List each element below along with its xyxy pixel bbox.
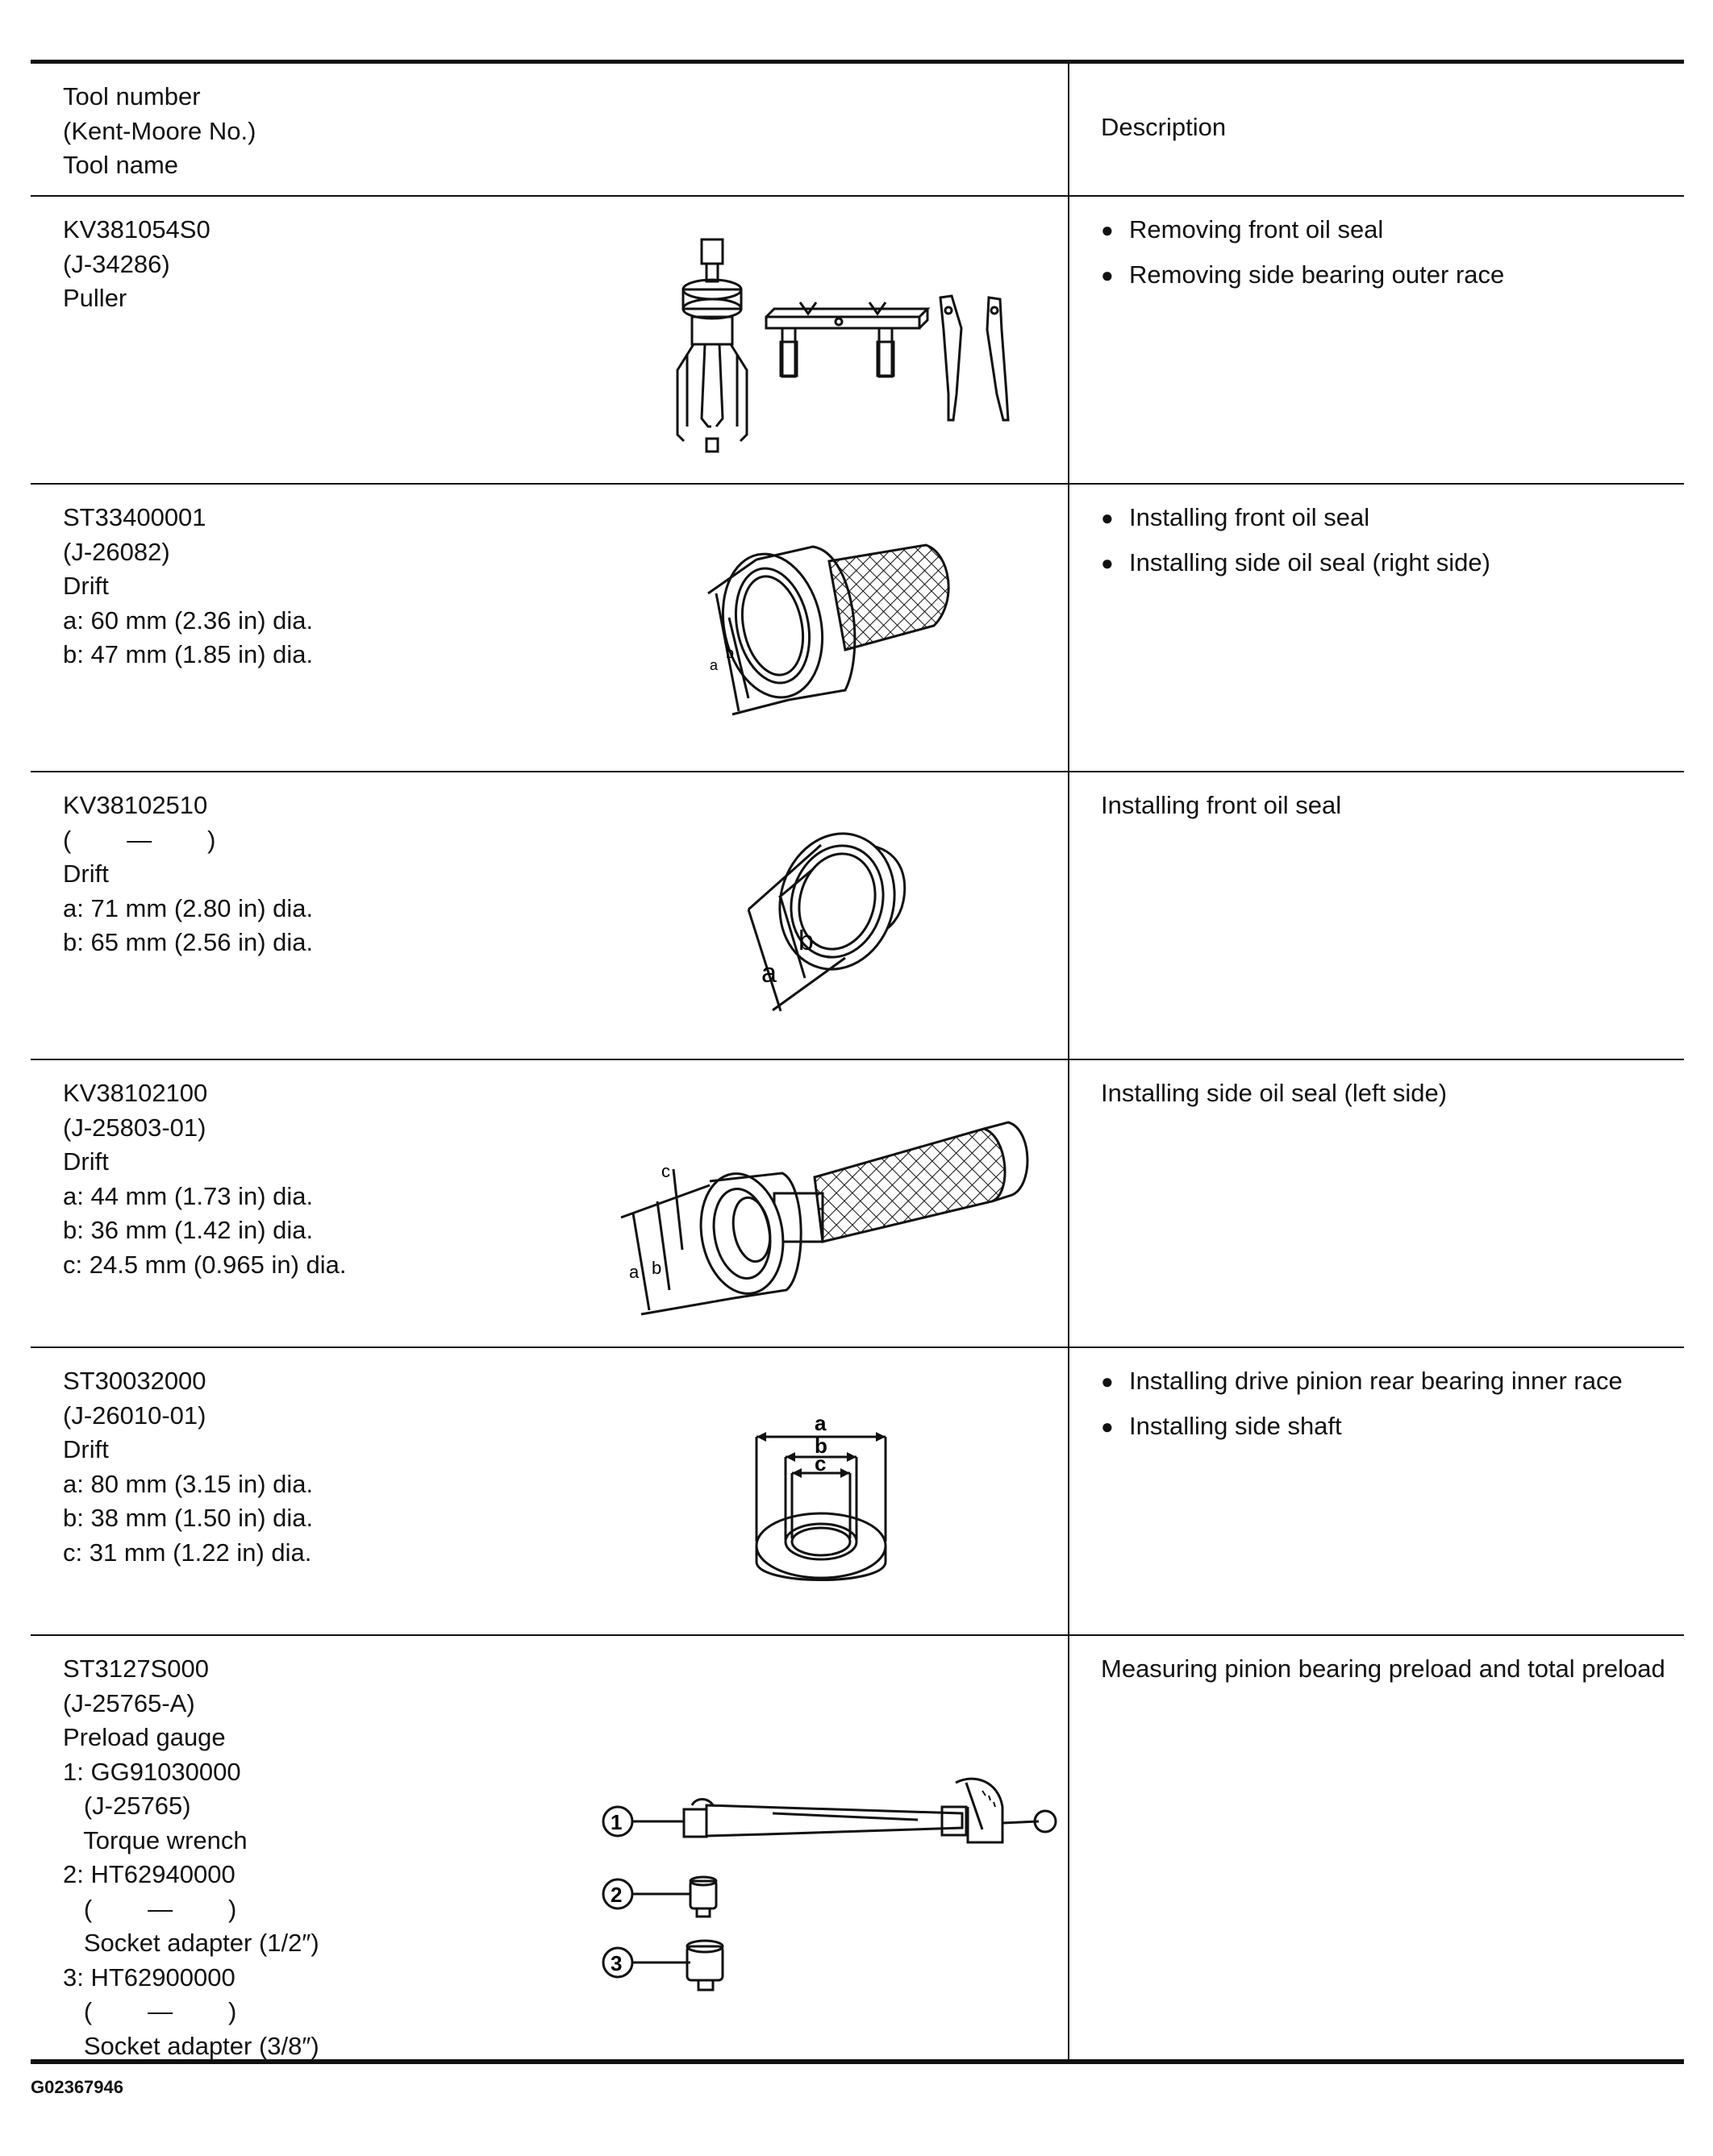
text-line: 1: GG91030000 [63,1757,241,1786]
drift-illustration [605,1105,1048,1338]
text-line: (J-26010-01) [63,1401,206,1430]
description-line: Installing side oil seal (right side) [1129,547,1490,576]
description-cell [1069,485,1684,771]
text-line: ( — ) [63,825,216,854]
text-line: (Kent-Moore No.) [63,116,256,145]
tool-cell [31,197,1069,483]
header-tool-text [63,80,256,183]
description-bullet [1101,1409,1665,1444]
description-line: Installing front oil seal [1129,503,1370,531]
table-row [31,1060,1684,1348]
description-text [1101,1364,1665,1454]
description-line: Installing drive pinion rear bearing inner race [1129,1367,1623,1395]
description-text [1101,1652,1665,1687]
text-line: ( — ) [63,1997,237,2025]
text-line: a: 80 mm (3.15 in) dia. [63,1469,314,1498]
description-line: Installing side oil seal (left side) [1101,1079,1448,1107]
text-line: 2: HT62940000 [63,1860,235,1888]
text-line: ST33400001 [63,503,206,531]
text-line: 3: HT62900000 [63,1962,235,1992]
text-line: Tool number [63,82,201,110]
text-line: ST30032000 [63,1367,206,1395]
table-row [31,485,1684,772]
text-line: Drift [63,859,109,888]
dimension-label-c: c [815,1451,827,1475]
preload-gauge-illustration [595,1733,1063,1999]
description-text [1101,1076,1665,1111]
drift-illustration [692,529,982,739]
text-line: Preload gauge [63,1723,226,1751]
bullet-icon: ● [1101,262,1114,287]
description-bullet [1101,1364,1665,1399]
item-number-3: 3 [611,1951,623,1975]
description-line: Installing front oil seal [1101,791,1342,819]
text-line: Drift [63,1147,109,1176]
header-description-cell [1069,64,1684,195]
text-line: b: 38 mm (1.50 in) dia. [63,1504,314,1532]
text-line: KV38102100 [63,1079,208,1107]
description-text [1101,501,1665,590]
tool-cell [31,485,1069,771]
text-line: (J-25765) [63,1792,191,1820]
tool-text [63,213,210,316]
text-line: c: 31 mm (1.22 in) dia. [63,1538,312,1567]
description-line: Measuring pinion bearing preload and total preload [1101,1654,1665,1683]
tool-text [63,1364,313,1570]
description-bullet [1101,213,1665,248]
item-number-1: 1 [611,1810,623,1834]
dimension-label-b: b [726,645,735,661]
text-line: a: 71 mm (2.80 in) dia. [63,893,314,922]
table-row [31,197,1684,485]
text-line: b: 36 mm (1.42 in) dia. [63,1216,314,1244]
tool-cell [31,772,1069,1059]
item-number-2: 2 [611,1883,623,1907]
text-line: Tool name [63,151,179,179]
special-service-tools-table [31,60,1684,2064]
text-line: Socket adapter (3/8″) [63,2031,319,2060]
dimension-label-c: c [661,1161,670,1181]
puller-illustration [627,233,1031,467]
text-line: ( — ) [63,1894,237,1923]
text-line: a: 60 mm (2.36 in) dia. [63,606,314,635]
dimension-label-a: a [629,1262,640,1282]
description-cell [1069,1636,1684,2059]
text-line: KV38102510 [63,791,208,819]
table-row [31,772,1684,1060]
dimension-label-a: a [710,657,719,673]
tool-cell [31,1348,1069,1634]
bullet-icon: ● [1101,218,1114,242]
dimension-label-a: a [815,1411,827,1435]
table-row [31,1636,1684,2059]
text-line: a: 44 mm (1.73 in) dia. [63,1181,314,1210]
text-line: Puller [63,284,127,312]
description-cell [1069,1060,1684,1346]
text-line: b: 47 mm (1.85 in) dia. [63,640,314,668]
tool-cell [31,1636,1069,2059]
tool-text [63,1652,319,2063]
text-line: c: 24.5 mm (0.965 in) dia. [63,1250,347,1279]
description-cell [1069,1348,1684,1634]
tool-text [63,789,313,960]
text-line: (J-25765-A) [63,1688,195,1717]
description-text [1101,789,1665,823]
table-row [31,1348,1684,1636]
text-line: Torque wrench [63,1825,248,1854]
text-line: Socket adapter (1/2″) [63,1929,319,1957]
description-line: Installing side shaft [1129,1411,1342,1440]
description-bullet [1101,546,1665,581]
description-cell [1069,772,1684,1059]
description-line: Removing side bearing outer race [1129,260,1505,289]
bullet-icon: ● [1101,1369,1114,1393]
table-header-row [31,64,1684,197]
dimension-label-b: b [798,926,814,956]
bullet-icon: ● [1101,1413,1114,1438]
text-line: Drift [63,1435,109,1463]
dimension-label-a: a [761,958,777,989]
header-tool-cell [31,64,1069,195]
bullet-icon: ● [1101,550,1114,575]
text-line: (J-25803-01) [63,1113,206,1142]
text-line: ST3127S000 [63,1654,209,1683]
drift-illustration [692,821,966,1022]
text-line: b: 65 mm (2.56 in) dia. [63,928,314,956]
bullet-icon: ● [1101,506,1114,530]
description-line: Removing front oil seal [1129,215,1384,243]
text-line: Drift [63,572,109,600]
tool-text [63,501,313,672]
text-line: KV381054S0 [63,215,210,243]
header-description: Description [1101,113,1227,141]
text-line: (J-34286) [63,249,170,278]
description-text [1101,213,1665,302]
description-bullet [1101,258,1665,293]
figure-id: G02367946 [31,2077,123,2097]
description-bullet [1101,501,1665,535]
tool-text [63,1076,347,1282]
drift-illustration [740,1396,902,1606]
text-line: (J-26082) [63,537,170,566]
dimension-label-b: b [652,1258,662,1278]
tool-cell [31,1060,1069,1346]
dimension-label-b: b [815,1434,827,1458]
description-cell [1069,197,1684,483]
